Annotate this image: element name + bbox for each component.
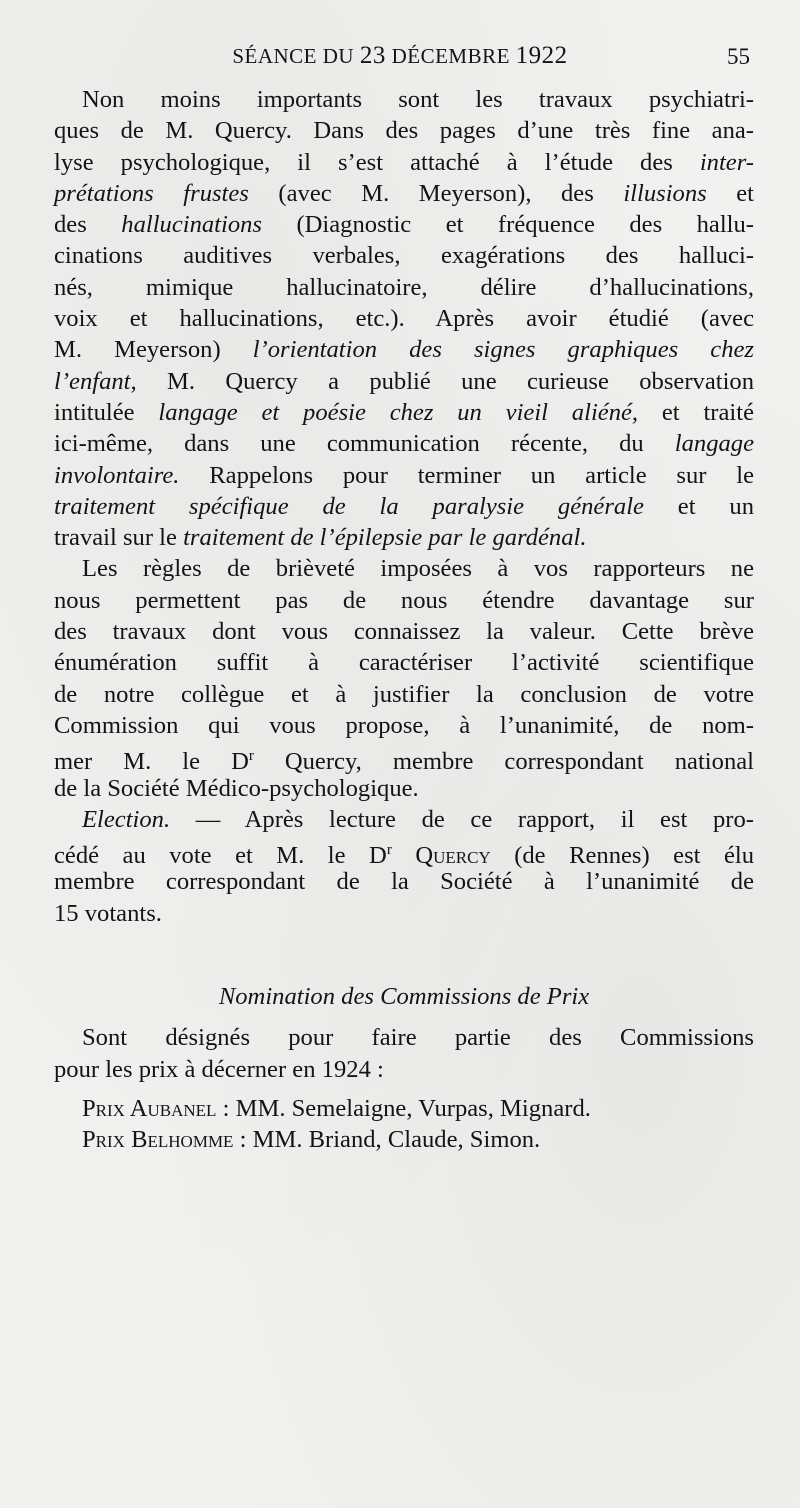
- text-line: [54, 209, 754, 240]
- header-title-year: 1922: [515, 42, 568, 69]
- prize-members: : MM. Semelaigne, Vurpas, Mignard.: [216, 1094, 591, 1122]
- header-title-prefix: SÉANCE DU: [232, 44, 360, 68]
- text-line: [54, 428, 754, 459]
- text-line: voix et hallucinations, etc.). Après avoir étudié (avec: [54, 305, 754, 333]
- text-run: — Après lecture de ce rapport, il est pro-: [170, 805, 754, 833]
- section-heading: Nomination des Commissions de Prix: [218, 983, 590, 1011]
- text-line: Sont désignés pour faire partie des Commissions: [82, 1024, 754, 1052]
- header-title-day: 23: [359, 42, 386, 69]
- text-line: énumération suffit à caractériser l’activité scientifique: [54, 649, 754, 677]
- paragraph-brevity: [54, 553, 754, 803]
- italic-run: illusions: [623, 179, 707, 207]
- text-run: mer M. le D: [54, 748, 249, 776]
- text-run: et: [706, 179, 755, 207]
- paragraph-quercy-works: [54, 84, 754, 553]
- text-line: [54, 397, 754, 428]
- text-line: Commission qui vous propose, à l’unanimité, de nom-: [54, 711, 754, 739]
- text-run: cédé au vote et M. le D: [54, 842, 387, 870]
- section-commissions: [54, 981, 754, 1155]
- italic-run: inter-: [699, 148, 754, 176]
- prize-entry: [54, 1124, 754, 1155]
- text-run: Rappelons pour terminer un article sur le: [179, 461, 754, 489]
- text-run: travail sur le: [54, 524, 184, 552]
- italic-run: prétations frustes: [54, 179, 249, 207]
- text-line: [54, 522, 754, 553]
- text-line: nés, mimique hallucinatoire, délire d’hallucinations,: [54, 273, 754, 301]
- text-line: [54, 741, 754, 776]
- section-spacer: [54, 929, 754, 969]
- text-run: (Diagnostic et fréquence des hallu-: [262, 211, 754, 239]
- text-line: des travaux dont vous connaissez la valeur. Cette brève: [54, 618, 754, 646]
- text-run: des: [54, 211, 122, 239]
- italic-run: langage: [674, 430, 754, 458]
- text-run: M. Quercy a publié une curieuse observation: [136, 367, 754, 395]
- text-line: [54, 147, 754, 178]
- text-run: ici-même, dans une communication récente, du: [54, 430, 675, 458]
- superscript: r: [248, 748, 254, 765]
- text-line: [54, 835, 755, 870]
- text-line: pour les prix à décerner en 1924 :: [54, 1055, 384, 1083]
- italic-run: l’orientation des signes graphiques chez: [252, 336, 754, 364]
- paragraph-election: [54, 804, 754, 929]
- text-line: [54, 804, 754, 835]
- text-run: (avec M. Meyerson), des: [248, 179, 624, 207]
- text-line: [54, 178, 754, 209]
- italic-run: Election.: [82, 805, 171, 833]
- header-title: [0, 42, 800, 70]
- text-line: 15 votants.: [54, 899, 162, 927]
- text-run: M. Meyerson): [54, 336, 253, 364]
- italic-run: traitement spécifique de la paralysie générale: [54, 492, 644, 520]
- text-line: nous permettent pas de nous étendre davantage sur: [54, 586, 754, 614]
- prize-entry: [54, 1093, 754, 1124]
- text-run: (de Rennes) est élu: [490, 842, 755, 870]
- running-header: [0, 40, 800, 74]
- text-line: [54, 334, 754, 365]
- body-text: [54, 84, 754, 1156]
- text-line: cinations auditives verbales, exagérations des halluci-: [54, 242, 754, 270]
- text-line: de notre collègue et à justifier la conclusion de votre: [54, 680, 754, 708]
- text-run: et un: [643, 492, 754, 520]
- text-line: membre correspondant de la Société à l’unanimité de: [54, 868, 754, 896]
- superscript: r: [386, 842, 392, 859]
- text-line: [54, 460, 754, 491]
- text-run: intitulée: [54, 398, 159, 426]
- text-line: [54, 491, 754, 522]
- italic-run: langage et poésie chez un vieil aliéné,: [158, 398, 639, 426]
- header-title-middle: DÉCEMBRE: [385, 44, 516, 68]
- text-line: ques de M. Quercy. Dans des pages d’une très fine ana-: [54, 117, 754, 145]
- text-run: Quercy, membre correspondant national: [253, 748, 754, 776]
- italic-run: traitement de l’épilepsie par le gardénal.: [183, 524, 587, 552]
- prize-members: : MM. Briand, Claude, Simon.: [233, 1126, 541, 1154]
- italic-run: involontaire.: [54, 461, 180, 489]
- small-caps-name: Quercy: [415, 842, 491, 870]
- text-run: lyse psychologique, il s’est attaché à l’étude des: [54, 148, 700, 176]
- text-line: de la Société Médico-psychologique.: [54, 774, 419, 802]
- heading-spacer: [54, 1012, 754, 1022]
- text-line: Non moins importants sont les travaux psychiatri-: [82, 86, 754, 113]
- text-line: Les règles de brièveté imposées à vos rapporteurs ne: [82, 555, 754, 583]
- prize-label: Prix Belhomme: [82, 1126, 234, 1154]
- list-spacer: [54, 1085, 754, 1093]
- italic-run: hallucinations: [121, 211, 262, 239]
- italic-run: l’enfant,: [54, 367, 137, 395]
- text-run: et traité: [638, 398, 754, 426]
- text-line: [54, 366, 754, 397]
- page-number: 55: [727, 44, 750, 69]
- prize-label: Prix Aubanel: [82, 1094, 217, 1122]
